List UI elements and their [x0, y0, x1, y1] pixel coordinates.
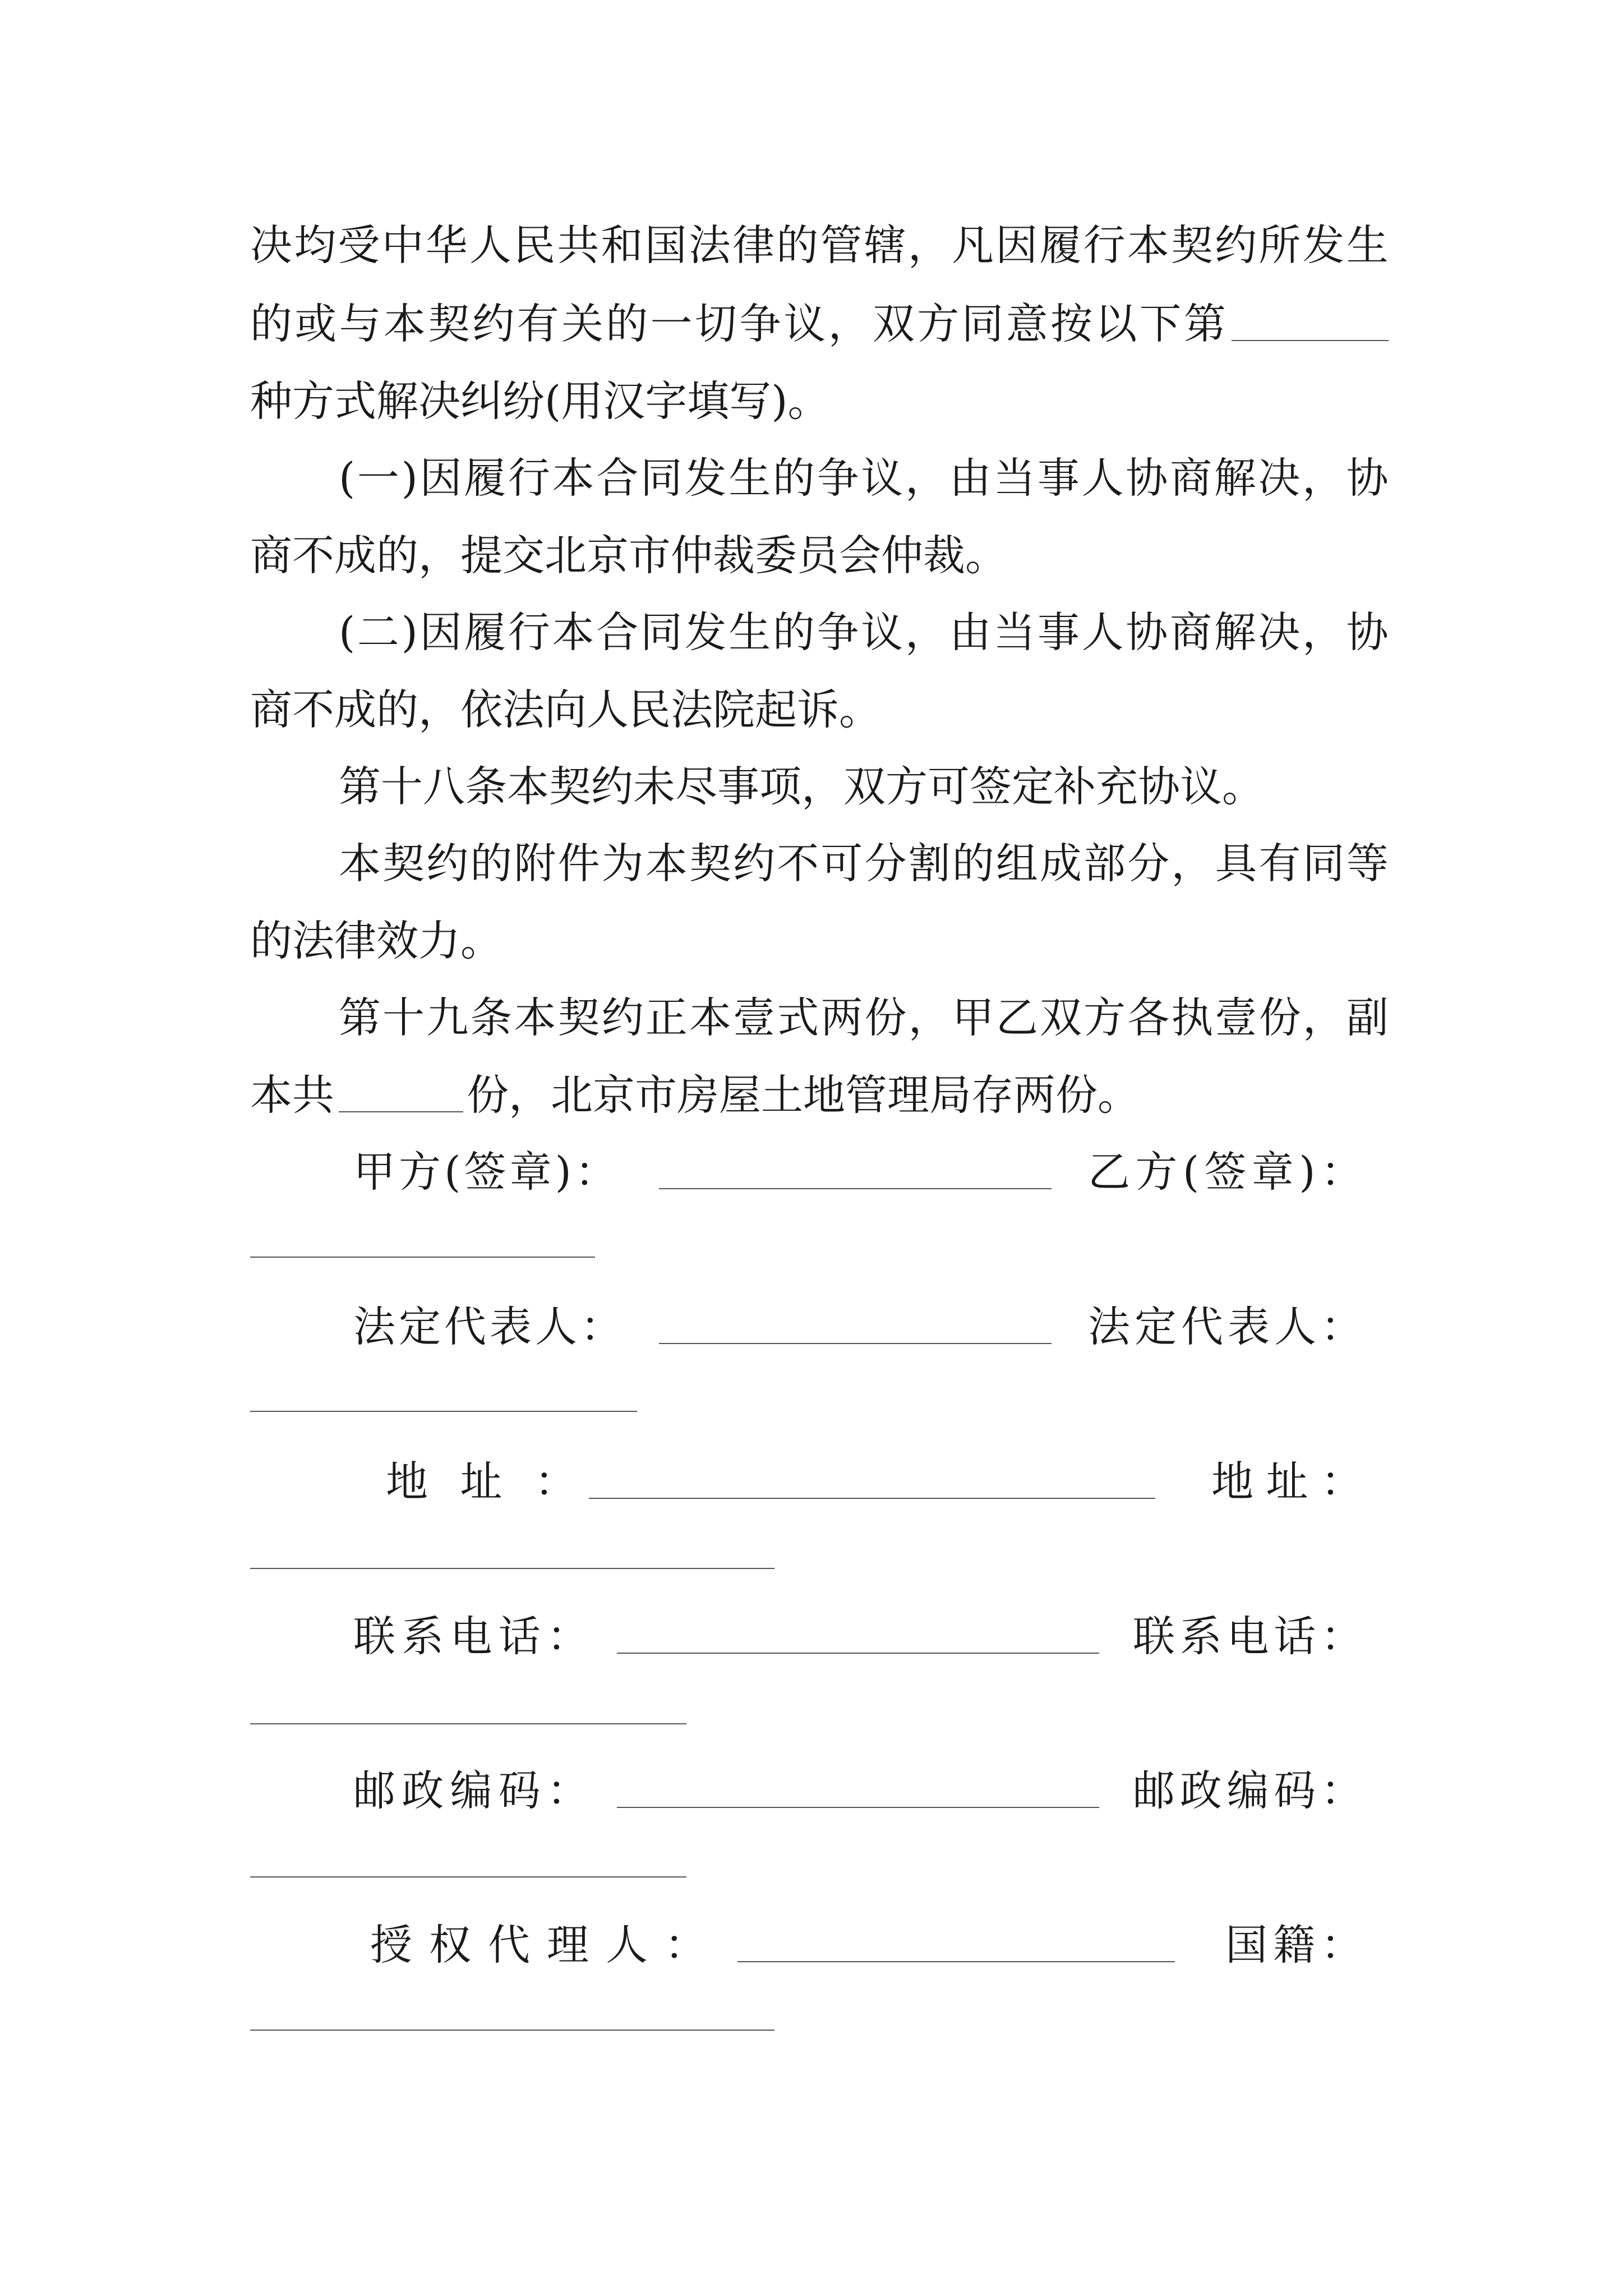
party-a-sign-field[interactable] — [659, 1188, 1052, 1189]
fill-in-blank[interactable] — [1232, 340, 1389, 341]
postcode-a-field[interactable] — [617, 1807, 1099, 1808]
party-b-sign-label: 乙 方 ( 签 章 ) ： — [1088, 1147, 1363, 1197]
phone-a-label: 联 系 电 话 ： — [353, 1612, 589, 1661]
nationality-b-field[interactable] — [250, 2030, 774, 2031]
paragraph-line: 决 均 受 中 华 人 民 共 和 国 法 律 的 管 辖 ， 凡 因 履 行 本 契 约 所 发 生 — [250, 220, 1389, 270]
phone-a-field[interactable] — [617, 1653, 1099, 1654]
agent-a-label: 授 权 代 理 人 ： — [370, 1920, 707, 1970]
paragraph-line: 种方式解决纠纷(用汉字填写)。 — [250, 376, 830, 426]
address-a-label: 地 址 ： — [386, 1457, 577, 1506]
paragraph-line: 商不成的，提交北京市仲裁委员会仲裁。 — [250, 531, 1008, 580]
paragraph-line: 第 十 九 条 本 契 约 正 本 壹 式 两 份 ， 甲 乙 双 方 各 执 壹 份 ， 副 — [339, 993, 1389, 1042]
legal-rep-b-field[interactable] — [250, 1411, 637, 1412]
address-b-label: 地 址 ： — [1211, 1457, 1363, 1506]
postcode-b-label: 邮 政 编 码 ： — [1133, 1766, 1363, 1815]
party-b-sign-field[interactable] — [250, 1257, 595, 1258]
address-b-field[interactable] — [250, 1568, 774, 1569]
paragraph-line: 的 或 与 本 契 约 有 关 的 一 切 争 议 ， 双 方 同 意 按 以 下 第 — [250, 299, 1226, 348]
phone-b-label: 联 系 电 话 ： — [1133, 1612, 1363, 1661]
party-a-sign-label: 甲 方 ( 签 章 ) ： — [353, 1147, 617, 1197]
paragraph-line: 份，北京市房屋土地管理局存两份。 — [467, 1070, 1140, 1120]
legal-rep-a-field[interactable] — [659, 1343, 1052, 1344]
paragraph-line: 本共 — [250, 1070, 335, 1120]
paragraph-line: ( 二 ) 因 履 行 本 合 同 发 生 的 争 议 ， 由 当 事 人 协 商 解 决 ， 协 — [339, 608, 1389, 657]
legal-rep-b-label: 法 定 代 表 人 ： — [1088, 1302, 1363, 1351]
legal-rep-a-label: 法 定 代 表 人 ： — [353, 1302, 623, 1351]
address-a-field[interactable] — [589, 1498, 1155, 1499]
paragraph-line: 的法律效力。 — [250, 916, 503, 965]
copies-count-blank[interactable] — [339, 1111, 463, 1112]
postcode-b-field[interactable] — [250, 1876, 686, 1878]
agent-a-field[interactable] — [737, 1961, 1175, 1962]
paragraph-line: 本 契 约 的 附 件 为 本 契 约 不 可 分 割 的 组 成 部 分 ， 具 有 同 等 — [339, 839, 1389, 888]
paragraph-line: 第十八条本契约未尽事项，双方可签定补充协议。 — [339, 762, 1265, 811]
paragraph-line: 商不成的，依法向人民法院起诉。 — [250, 685, 882, 734]
phone-b-field[interactable] — [250, 1723, 686, 1724]
paragraph-line: ( 一 ) 因 履 行 本 合 同 发 生 的 争 议 ， 由 当 事 人 协 商 解 决 ， 协 — [339, 453, 1389, 503]
postcode-a-label: 邮 政 编 码 ： — [353, 1766, 589, 1815]
nationality-b-label: 国 籍 ： — [1225, 1920, 1363, 1970]
